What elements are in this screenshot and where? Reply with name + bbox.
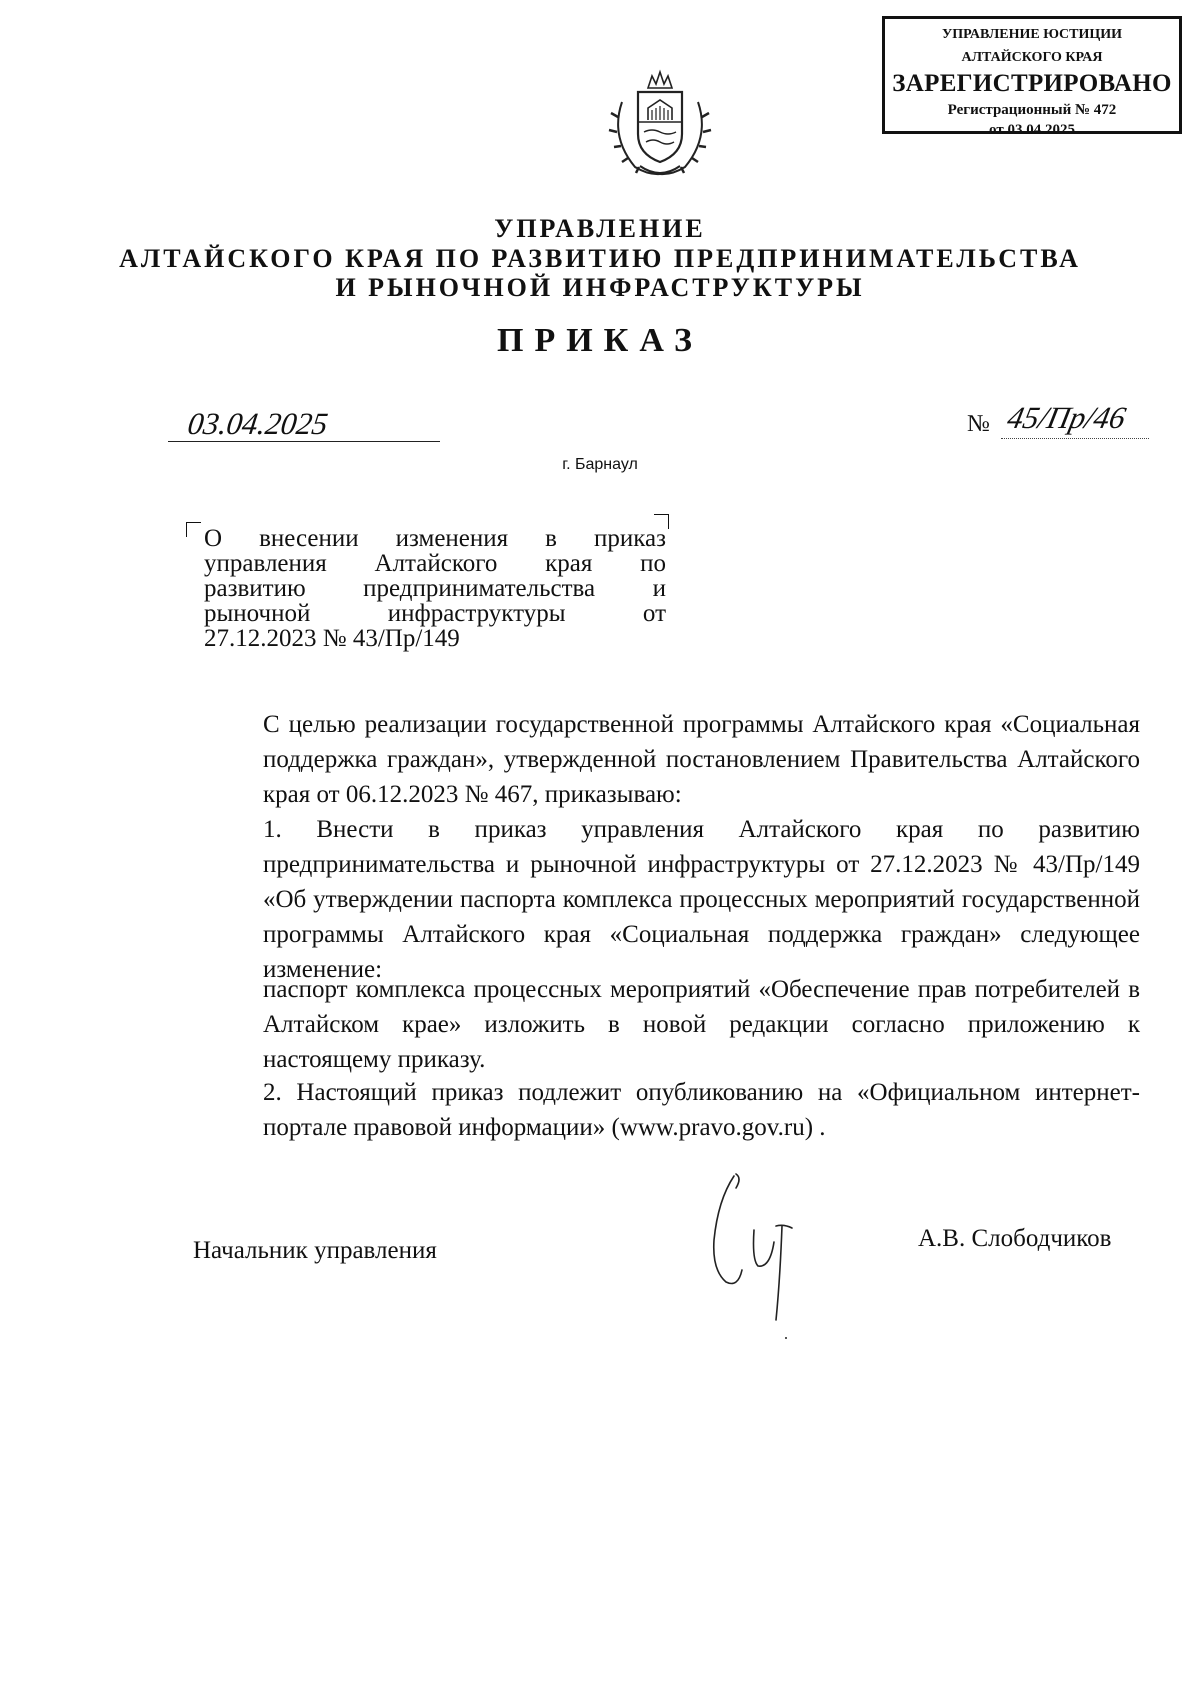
subject-line-4: рыночной инфраструктуры от — [204, 600, 666, 627]
body-paragraph-3-text: паспорт комплекса процессных мероприятий «Обеспечение прав потребителей в Алтайском крае» изложить в новой редакции согласно приложению к настоящему приказу. — [263, 976, 1140, 1073]
header-line-1: УПРАВЛЕНИЕ — [494, 214, 706, 243]
stamp-reg-number: Регистрационный № 472 — [947, 102, 1117, 118]
signatory-position: Начальник управления — [193, 1237, 437, 1264]
coat-of-arms-icon — [600, 62, 720, 182]
city: г. Барнаул — [562, 456, 638, 473]
header-line-2: АЛТАЙСКОГО КРАЯ ПО РАЗВИТИЮ ПРЕДПРИНИМАТЕЛЬСТВА — [119, 244, 1081, 273]
subject-line-5: 27.12.2023 № 43/Пр/149 — [204, 625, 460, 652]
signatory-name: А.В. Слободчиков — [918, 1225, 1112, 1252]
body-paragraph-3 — [190, 972, 1140, 1077]
number-underline — [1001, 438, 1149, 439]
stamp-org-line1: УПРАВЛЕНИЕ ЮСТИЦИИ — [942, 27, 1122, 42]
document-type-title: ПРИКАЗ — [497, 322, 703, 359]
document-date: 03.04.2025 — [185, 406, 331, 441]
handwritten-signature-icon — [696, 1170, 806, 1340]
subject-line-1: О внесении изменения в приказ — [204, 525, 666, 552]
body-paragraph-1 — [190, 707, 1140, 812]
stamp-status: ЗАРЕГИСТРИРОВАНО — [892, 70, 1172, 97]
body-paragraph-2-text: 1. Внести в приказ управления Алтайского края по развитию предпринимательства и рыночной инфраструктуры от 27.12.2023 № 43/Пр/149 «Об утверждении паспорта комплекса процессных мероприятий государственной программы Алтайского края «Социальная поддержка граждан» следующее изменение: — [263, 816, 1140, 983]
header-line-3: И РЫНОЧНОЙ ИНФРАСТРУКТУРЫ — [335, 273, 865, 302]
document-number: 45/Пр/46 — [1004, 400, 1129, 435]
body-paragraph-1-text: С целью реализации государственной программы Алтайского края «Социальная поддержка граждан», утвержденной постановлением Правительства Алтайского края от 06.12.2023 № 467, приказываю: — [263, 711, 1140, 808]
body-paragraph-4-text: 2. Настоящий приказ подлежит опубликованию на «Официальном интернет-портале правовой информации» (www.pravo.gov.ru) . — [263, 1079, 1140, 1141]
stamp-reg-date: от 03.04.2025 — [989, 122, 1075, 138]
registration-stamp — [882, 16, 1182, 138]
body-paragraph-2 — [190, 812, 1140, 987]
subject-block — [204, 526, 666, 651]
number-sign: № — [967, 411, 990, 437]
subject-corner-left — [186, 522, 201, 537]
stamp-org-line2: АЛТАЙСКОГО КРАЯ — [961, 50, 1103, 65]
body-paragraph-4 — [190, 1075, 1140, 1145]
date-underline — [168, 441, 440, 442]
subject-line-3: развитию предпринимательства и — [204, 575, 666, 602]
subject-line-2: управления Алтайского края по — [204, 550, 666, 577]
